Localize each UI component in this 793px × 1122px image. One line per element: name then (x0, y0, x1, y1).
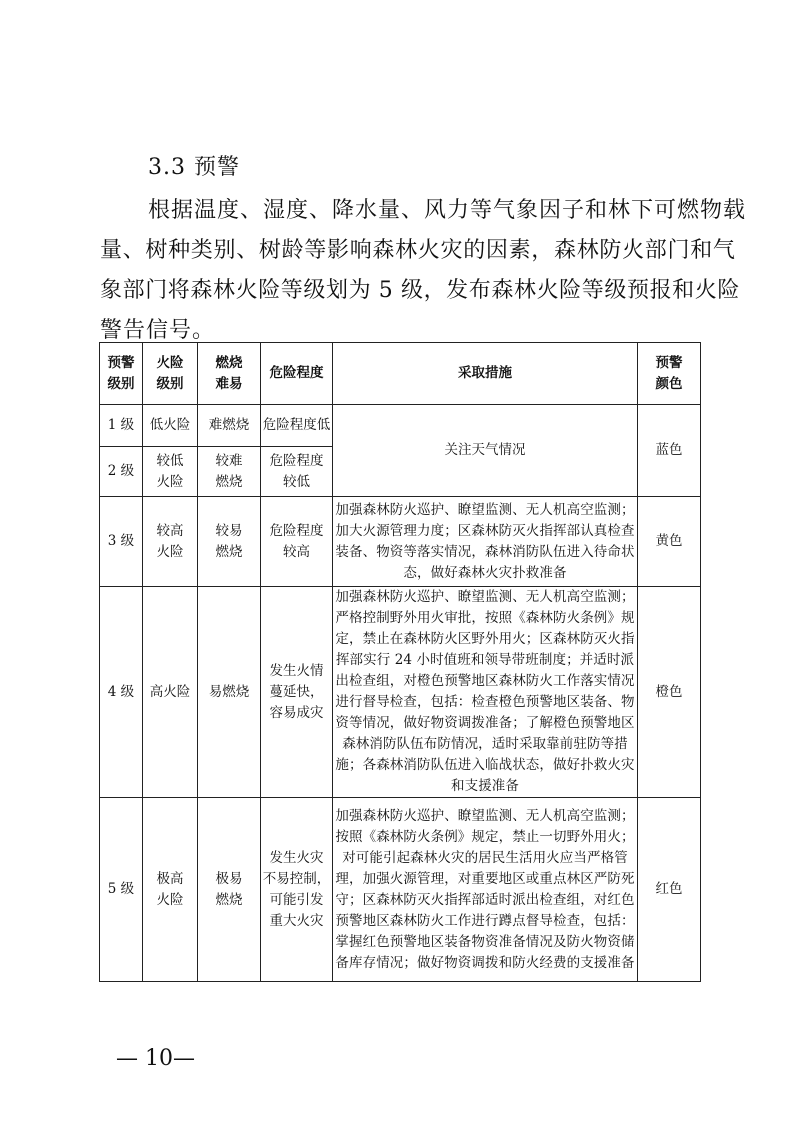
cell-fire-risk: 低火险 (143, 405, 198, 447)
cell-level: 5 级 (100, 798, 143, 982)
cell-fire-risk: 较低 火险 (143, 447, 198, 497)
table-row (100, 587, 701, 798)
table-row (100, 405, 701, 447)
header-measures: 采取措施 (333, 343, 638, 405)
page-number: — 10— (116, 1046, 195, 1071)
header-warning-color: 预警 颜色 (638, 343, 701, 405)
cell-measures: 关注天气情况 (333, 405, 638, 497)
cell-measures: 加强森林防火巡护、瞭望监测、无人机高空监测；按照《森林防火条例》规定，禁止一切野外用火；对可能引起森林火灾的居民生活用火应当严格管理，加强火源管理，对重要地区或重点林区严防死守；区森林防灭火指挥部适时派出检查组，对红色预警地区森林防火工作进行蹲点督导检查，包括：掌握红色预警地区装备物资准备情况及防火物资储备库存情况；做好物资调拨和防火经费的支援准备 (333, 798, 638, 982)
cell-color: 红色 (638, 798, 701, 982)
paragraph-line: 警告信号。 (100, 318, 216, 343)
cell-fire-risk: 较高 火险 (143, 497, 198, 587)
cell-danger: 危险程度低 (261, 405, 333, 447)
cell-fire-risk: 高火险 (143, 587, 198, 798)
paragraph-line: 象部门将森林火险等级划为 5 级，发布森林火险等级预报和火险 (100, 278, 740, 303)
cell-color: 橙色 (638, 587, 701, 798)
paragraph-line: 根据温度、湿度、降水量、风力等气象因子和林下可燃物载 (148, 198, 747, 223)
table-header-row (100, 343, 701, 405)
cell-burnability: 较难 燃烧 (198, 447, 261, 497)
cell-danger: 发生火情 蔓延快， 容易成灾 (261, 587, 333, 798)
cell-level: 3 级 (100, 497, 143, 587)
table-row (100, 497, 701, 587)
cell-level: 4 级 (100, 587, 143, 798)
cell-danger: 发生火灾 不易控制， 可能引发 重大火灾 (261, 798, 333, 982)
cell-burnability: 易燃烧 (198, 587, 261, 798)
cell-color: 蓝色 (638, 405, 701, 497)
header-warning-level: 预警 级别 (100, 343, 143, 405)
cell-burnability: 较易 燃烧 (198, 497, 261, 587)
cell-measures: 加强森林防火巡护、瞭望监测、无人机高空监测；严格控制野外用火审批，按照《森林防火条例》规定，禁止在森林防火区野外用火；区森林防灭火指挥部实行 24 小时值班和领导带班制度；并适时派出检查组，对橙色预警地区森林防火工作落实情况进行督导检查，包括：检查橙色预警地区装备、物资等情况，做好物资调拨准备；了解橙色预警地区森林消防队伍布防情况，适时采取靠前驻防等措施；各森林消防队伍进入临战状态，做好扑救火灾和支援准备 (333, 587, 638, 798)
cell-color: 黄色 (638, 497, 701, 587)
cell-measures: 加强森林防火巡护、瞭望监测、无人机高空监测；加大火源管理力度；区森林防灭火指挥部认真检查装备、物资等落实情况，森林消防队伍进入待命状态，做好森林火灾扑救准备 (333, 497, 638, 587)
header-burnability: 燃烧 难易 (198, 343, 261, 405)
warning-level-table (99, 342, 701, 982)
cell-level: 1 级 (100, 405, 143, 447)
header-fire-risk-level: 火险 级别 (143, 343, 198, 405)
cell-fire-risk: 极高 火险 (143, 798, 198, 982)
paragraph-line: 量、树种类别、树龄等影响森林火灾的因素，森林防火部门和气 (100, 238, 736, 263)
section-heading: 3.3 预警 (148, 155, 240, 180)
table-row (100, 798, 701, 982)
cell-burnability: 极易 燃烧 (198, 798, 261, 982)
cell-level: 2 级 (100, 447, 143, 497)
cell-danger: 危险程度 较低 (261, 447, 333, 497)
header-danger-degree: 危险程度 (261, 343, 333, 405)
cell-burnability: 难燃烧 (198, 405, 261, 447)
cell-danger: 危险程度 较高 (261, 497, 333, 587)
